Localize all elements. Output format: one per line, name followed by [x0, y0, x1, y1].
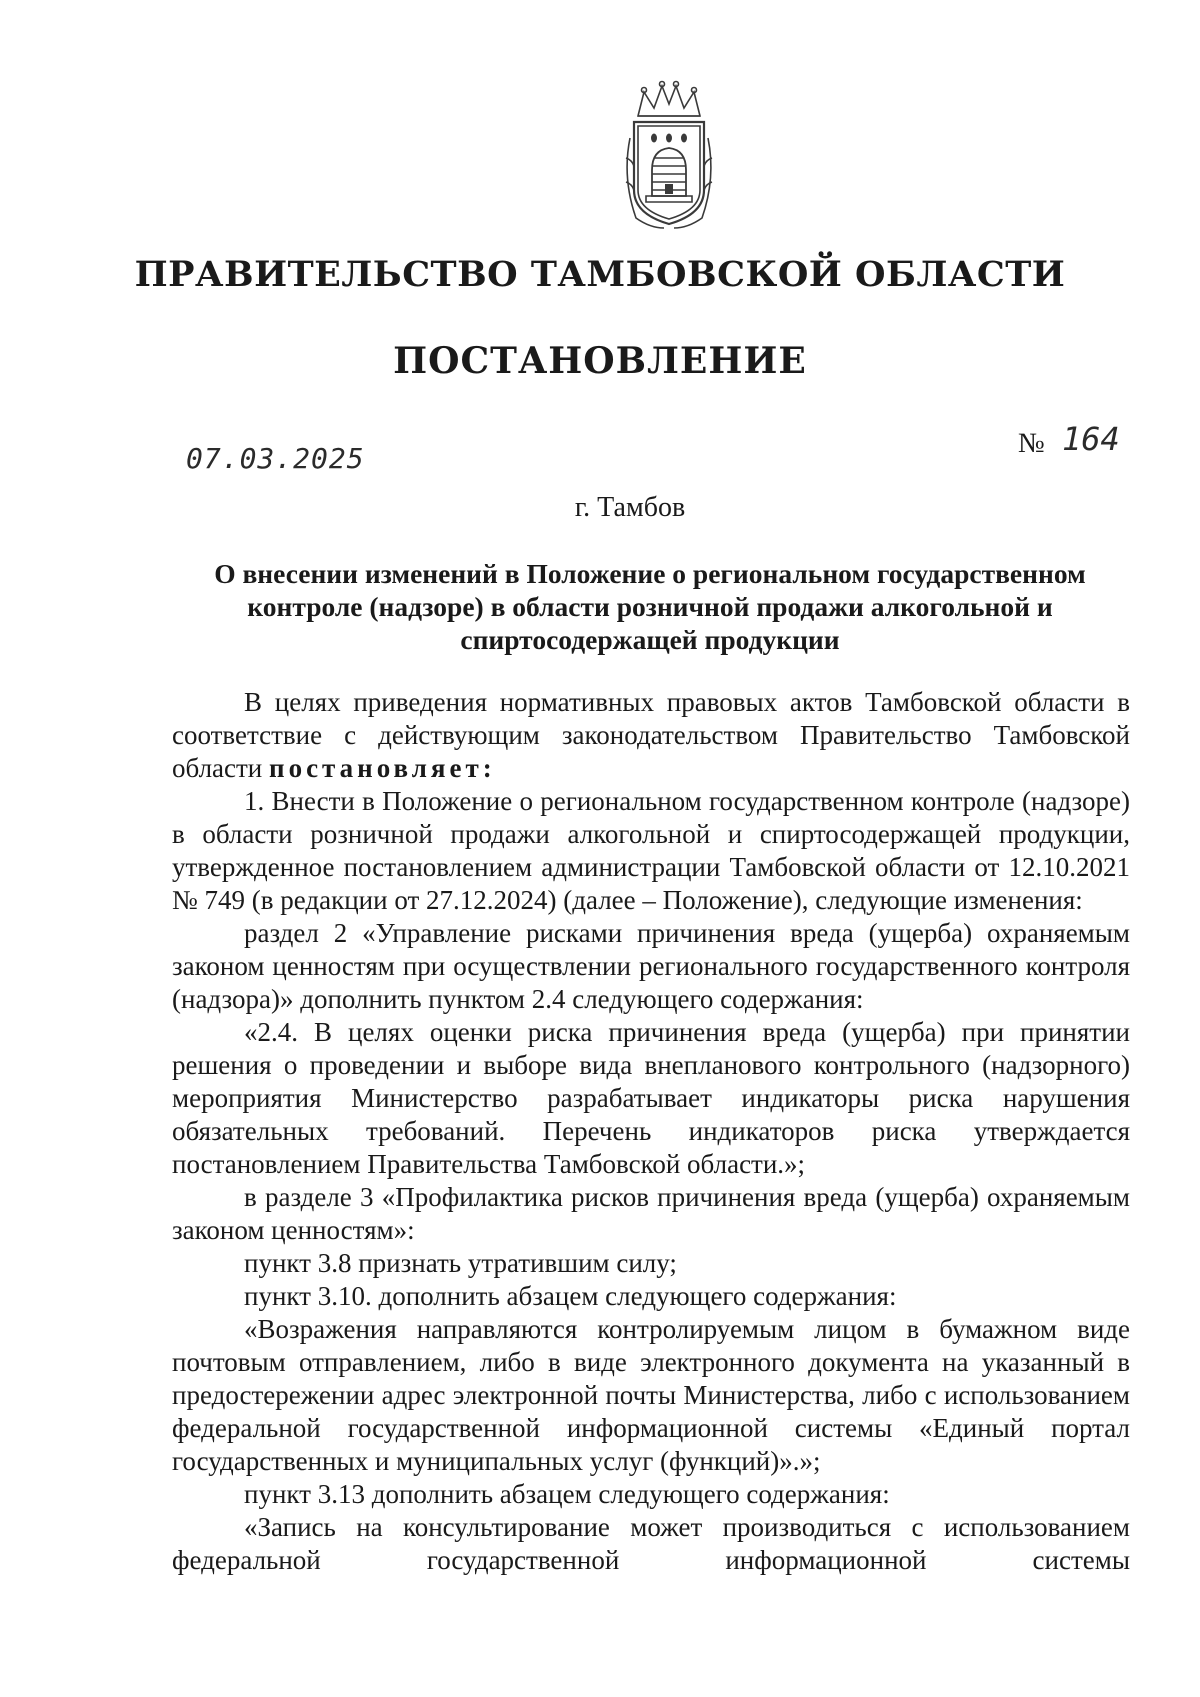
body-paragraph: «Запись на консультирование может производиться с использованием федеральной государственной информационной системы: [172, 1512, 1130, 1575]
handwritten-number: 164: [1062, 420, 1120, 458]
body-paragraph: «2.4. В целях оценки риска причинения вреда (ущерба) при принятии решения о проведении и выборе вида внепланового контрольного (надзорного) мероприятия Министерство разрабатывает индикаторы риска нарушения обязательных требований. Перечень индикаторов риска утверждается постановлением Правительства Тамбовской области.»;: [172, 1017, 1130, 1179]
body-paragraph: «Возражения направляются контролируемым лицом в бумажном виде почтовым отправлением, либо в виде электронного документа на указанный в предостережении адрес электронной почты Министерства, либо с использованием федеральной государственной информационной системы «Единый портал государственных и муниципальных услуг (функций)».»;: [172, 1314, 1130, 1476]
document-subject: О внесении изменений в Положение о региональном государственном контроле (надзоре) в области розничной продажи алкогольной и спиртосодержащей продукции: [214, 558, 1086, 655]
tambov-coat-of-arms-icon: [616, 78, 722, 230]
body-paragraph: пункт 3.8 признать утратившим силу;: [244, 1248, 677, 1278]
government-title: ПРАВИТЕЛЬСТВО ТАМБОВСКОЙ ОБЛАСТИ: [134, 254, 1066, 295]
resolves-colon: :: [482, 753, 496, 783]
document-type: ПОСТАНОВЛЕНИЕ: [393, 340, 807, 382]
document-body: [172, 686, 1130, 1577]
body-paragraph: раздел 2 «Управление рисками причинения вреда (ущерба) охраняемым законом ценностям при осуществлении регионального государственного контроля (надзора)» дополнить пунктом 2.4 следующего содержания:: [172, 918, 1130, 1014]
number-sign: №: [1018, 428, 1045, 459]
body-paragraph: пункт 3.13 дополнить абзацем следующего содержания:: [244, 1479, 890, 1509]
preamble-text: В целях приведения нормативных правовых актов Тамбовской области в соответствие с действующим законодательством Правительство Тамбовской области: [172, 687, 1130, 783]
handwritten-date: 07.03.2025: [186, 442, 365, 475]
body-paragraph: [172, 686, 1130, 785]
body-paragraph: пункт 3.10. дополнить абзацем следующего содержания:: [244, 1281, 897, 1311]
city-line: г. Тамбов: [574, 492, 686, 523]
body-paragraph: в разделе 3 «Профилактика рисков причинения вреда (ущерба) охраняемым законом ценностям»:: [172, 1182, 1130, 1245]
body-paragraph: 1. Внести в Положение о региональном государственном контроле (надзоре) в области розничной продажи алкогольной и спиртосодержащей продукции, утвержденное постановлением администрации Тамбовской области от 12.10.2021 № 749 (в редакции от 27.12.2024) (далее – Положение), следующие изменения:: [172, 786, 1130, 915]
resolves-word: постановляет: [269, 753, 483, 783]
